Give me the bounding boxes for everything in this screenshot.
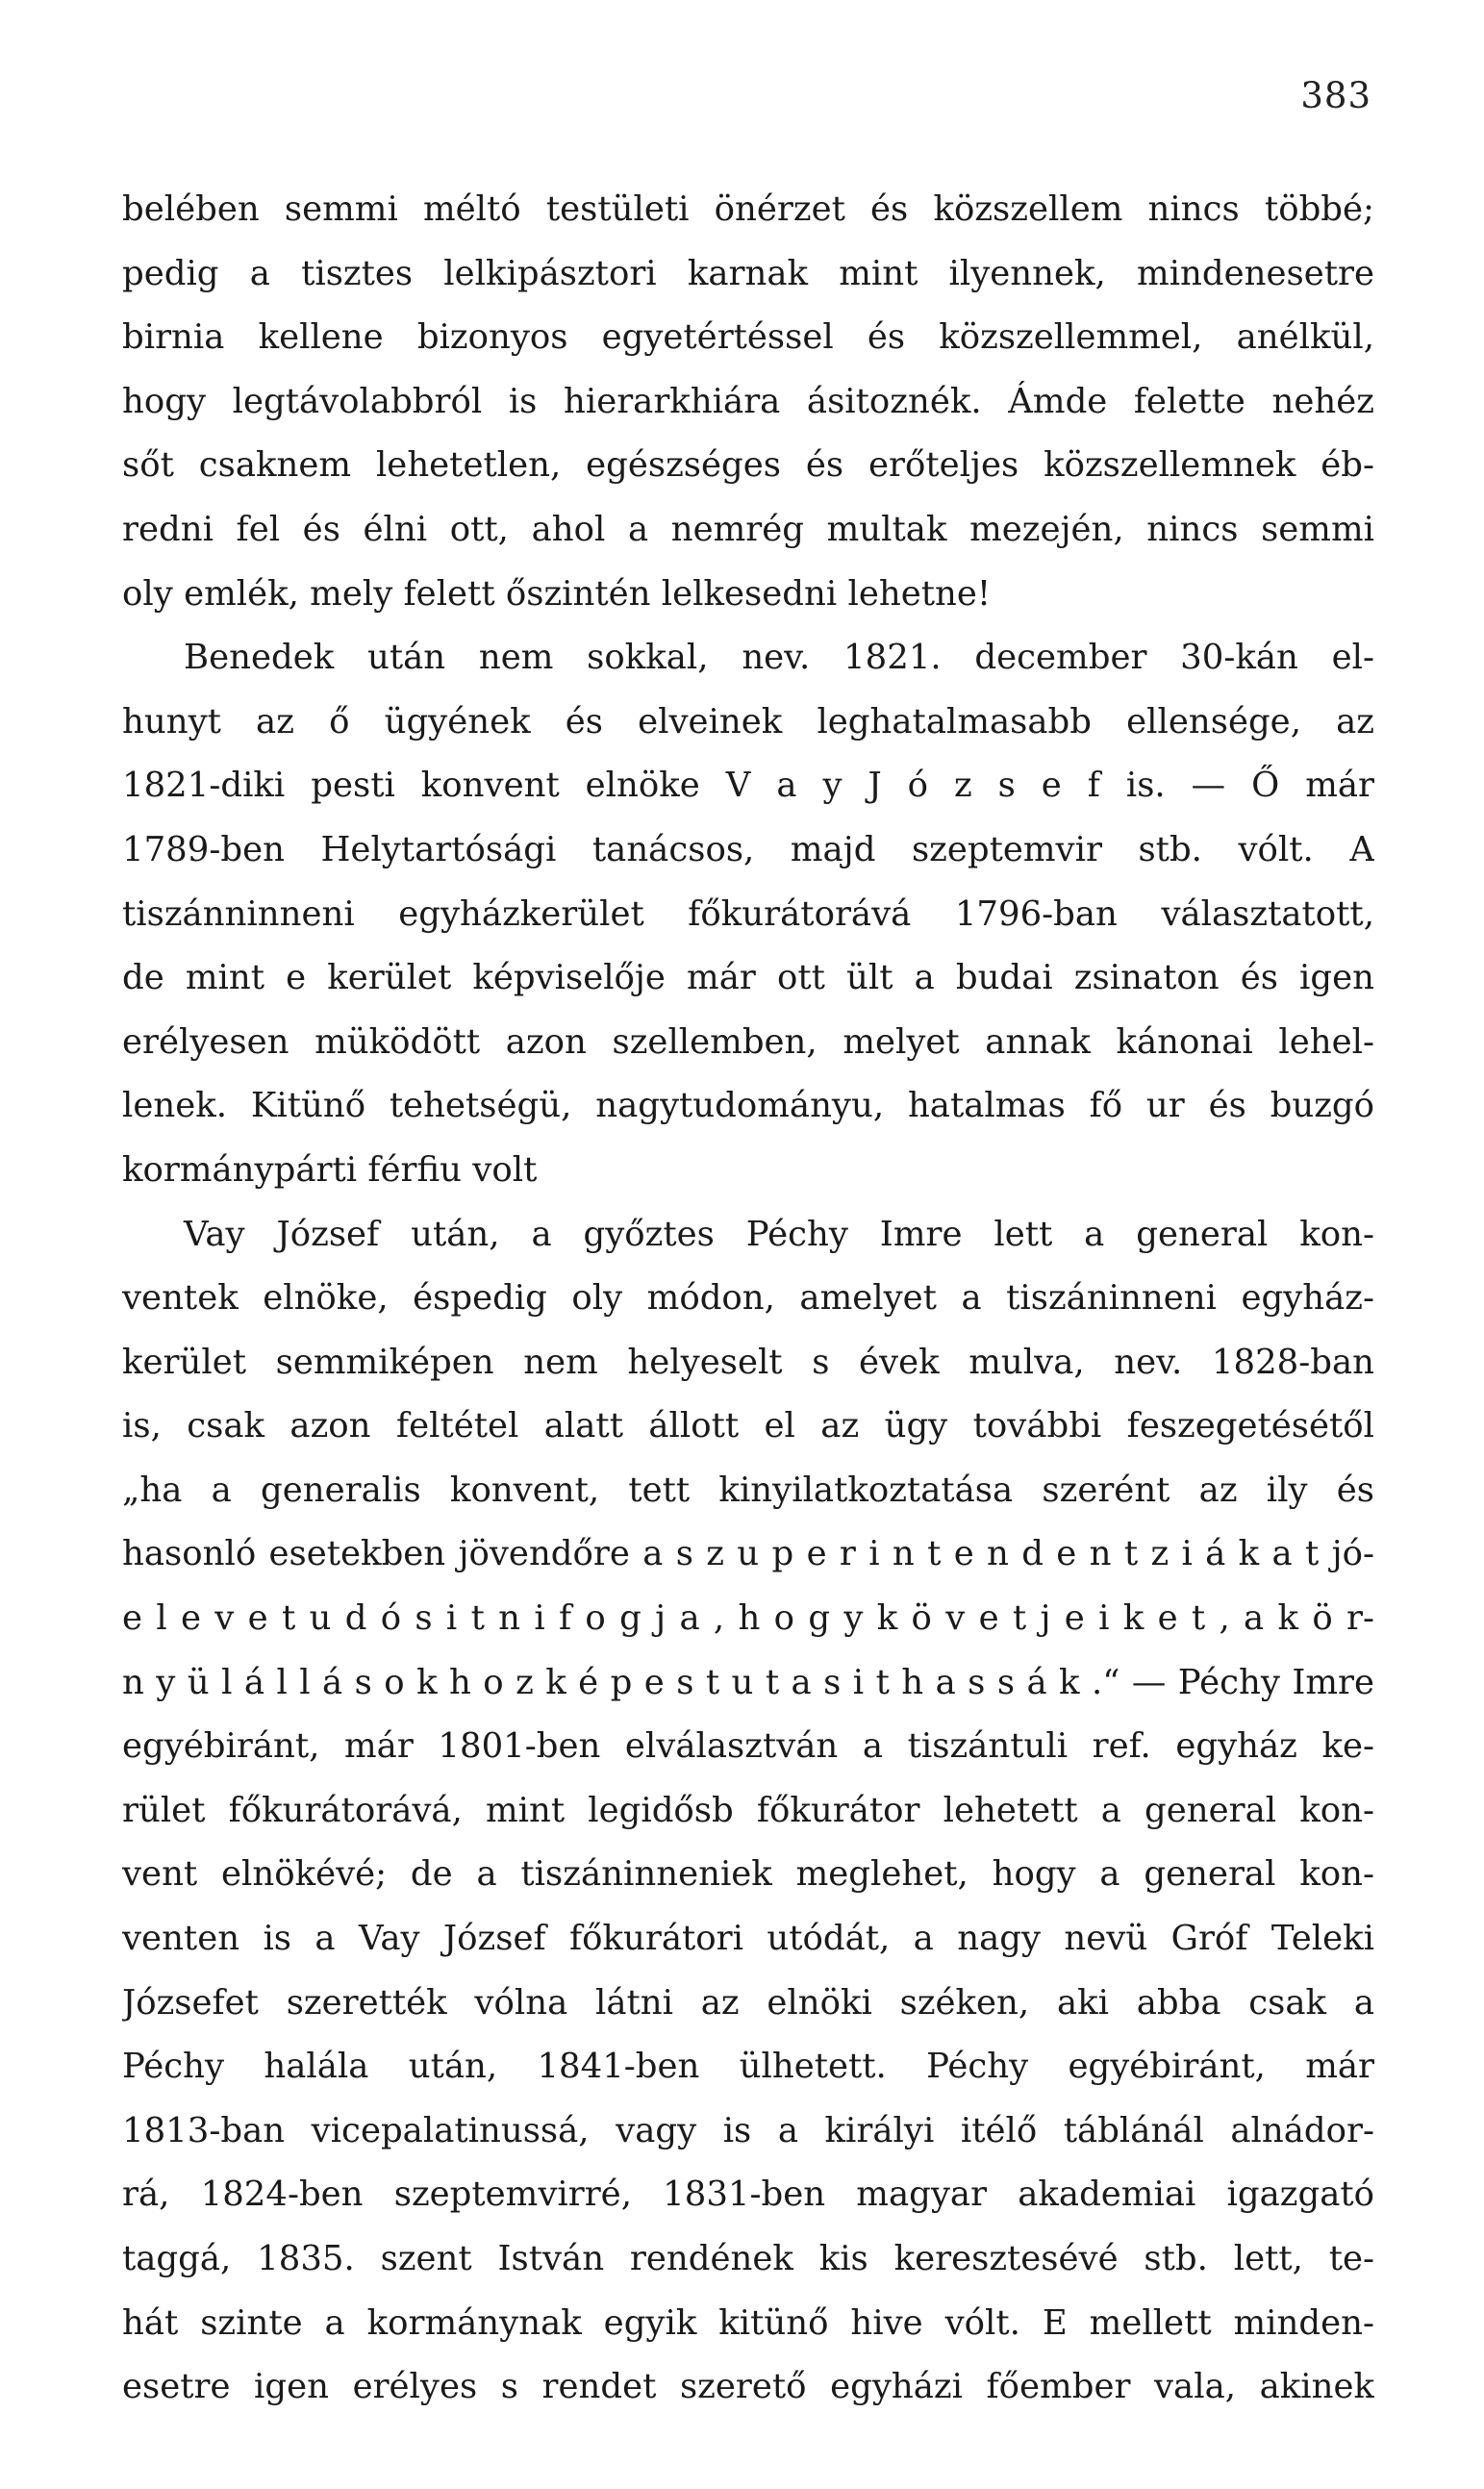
text-line: birnia kellene bizonyos egyetértéssel és közszellemmel, anélkül, [122,317,1374,358]
body-text [122,178,1374,2420]
text-line: 1789-ben Helytartósági tanácsos, majd szeptemvir stb. vólt. A [122,829,1374,869]
text-line: Józsefet szerették vólna látni az elnöki széken, aki abba csak a [122,1982,1374,2023]
text-line: egyébiránt, már 1801-ben elválasztván a tiszántuli ref. egyház ke- [122,1726,1374,1767]
text-line: hasonló esetekben jövendőre a s z u p e r i n t e n d e n t z i á k a t jó- [122,1534,1374,1574]
text-line: hunyt az ő ügyének és elveinek leghatalmasabb ellensége, az [122,701,1374,742]
text-line: taggá, 1835. szent István rendének kis keresztesévé stb. lett, te- [122,2239,1374,2278]
text-line: kerület semmiképen nem helyeselt s évek mulva, nev. 1828-ban [122,1342,1374,1382]
text-line: erélyesen müködött azon szellemben, melyet annak kánonai lehel- [122,1021,1374,1062]
text-line: Vay József után, a győztes Péchy Imre lett a general kon- [184,1214,1374,1254]
text-line: de mint e kerület képviselője már ott ült a budai zsinaton és igen [122,958,1374,998]
text-line: vent elnökévé; de a tiszáninneniek meglehet, hogy a general kon- [122,1854,1374,1895]
text-line: „ha a generalis konvent, tett kinyilatkoztatása szerént az ily és [122,1470,1374,1510]
text-line: 1821-diki pesti konvent elnöke V a y J ó z s e f is. — Ő már [122,766,1374,806]
text-line: ventek elnöke, éspedig oly módon, amelyet a tiszáninneni egyház- [122,1278,1374,1319]
text-line: hogy legtávolabbról is hierarkhiára ásitoznék. Ámde felette nehéz [122,381,1374,421]
text-line: Péchy halála után, 1841-ben ülhetett. Péchy egyébiránt, már [122,2047,1374,2087]
page-number: 383 [1300,75,1371,116]
text-line: hát szinte a kormánynak egyik kitünő hive vólt. E mellett minden- [122,2302,1374,2343]
text-line: venten is a Vay József főkurátori utódát, a nagy nevü Gróf Teleki [122,1919,1374,1959]
text-line: n y ü l á l l á s o k h o z k é p e s t u t a s i t h a s s á k .“ — Péchy Imre [122,1662,1374,1702]
text-line: oly emlék, mely felett őszintén lelkesedni lehetne! [122,573,992,614]
text-line: redni fel és élni ott, ahol a nemrég multak mezején, nincs semmi [122,509,1374,549]
text-line: sőt csaknem lehetetlen, egészséges és erőteljes közszellemnek éb- [122,445,1374,486]
text-line: rület főkurátorává, mint legidősb főkurátor lehetett a general kon- [122,1790,1374,1830]
text-line: 1813-ban vicepalatinussá, vagy is a királyi itélő táblánál alnádor- [122,2110,1374,2150]
text-line: is, csak azon feltétel alatt állott el az ügy további feszegetésétől [122,1406,1374,1446]
text-line: kormánypárti férfiu volt [122,1149,538,1190]
text-line: Benedek után nem sokkal, nev. 1821. december 30-kán el- [184,638,1374,678]
text-line: e l e v e t u d ó s i t n i f o g j a , h o g y k ö v e t j e i k e t , a k ö r- [122,1598,1374,1639]
text-line: rá, 1824-ben szeptemvirré, 1831-ben magyar akademiai igazgató [122,2175,1374,2215]
text-line: lenek. Kitünő tehetségü, nagytudományu, hatalmas fő ur és buzgó [122,1086,1374,1126]
text-line: tiszánninneni egyházkerület főkurátorává 1796-ban választatott, [122,893,1374,934]
text-line: belében semmi méltó testületi önérzet és közszellem nincs többé; [122,189,1374,229]
text-line: esetre igen erélyes s rendet szerető egyházi főember vala, akinek [122,2367,1374,2407]
text-line: pedig a tisztes lelkipásztori karnak mint ilyennek, mindenesetre [122,253,1374,293]
